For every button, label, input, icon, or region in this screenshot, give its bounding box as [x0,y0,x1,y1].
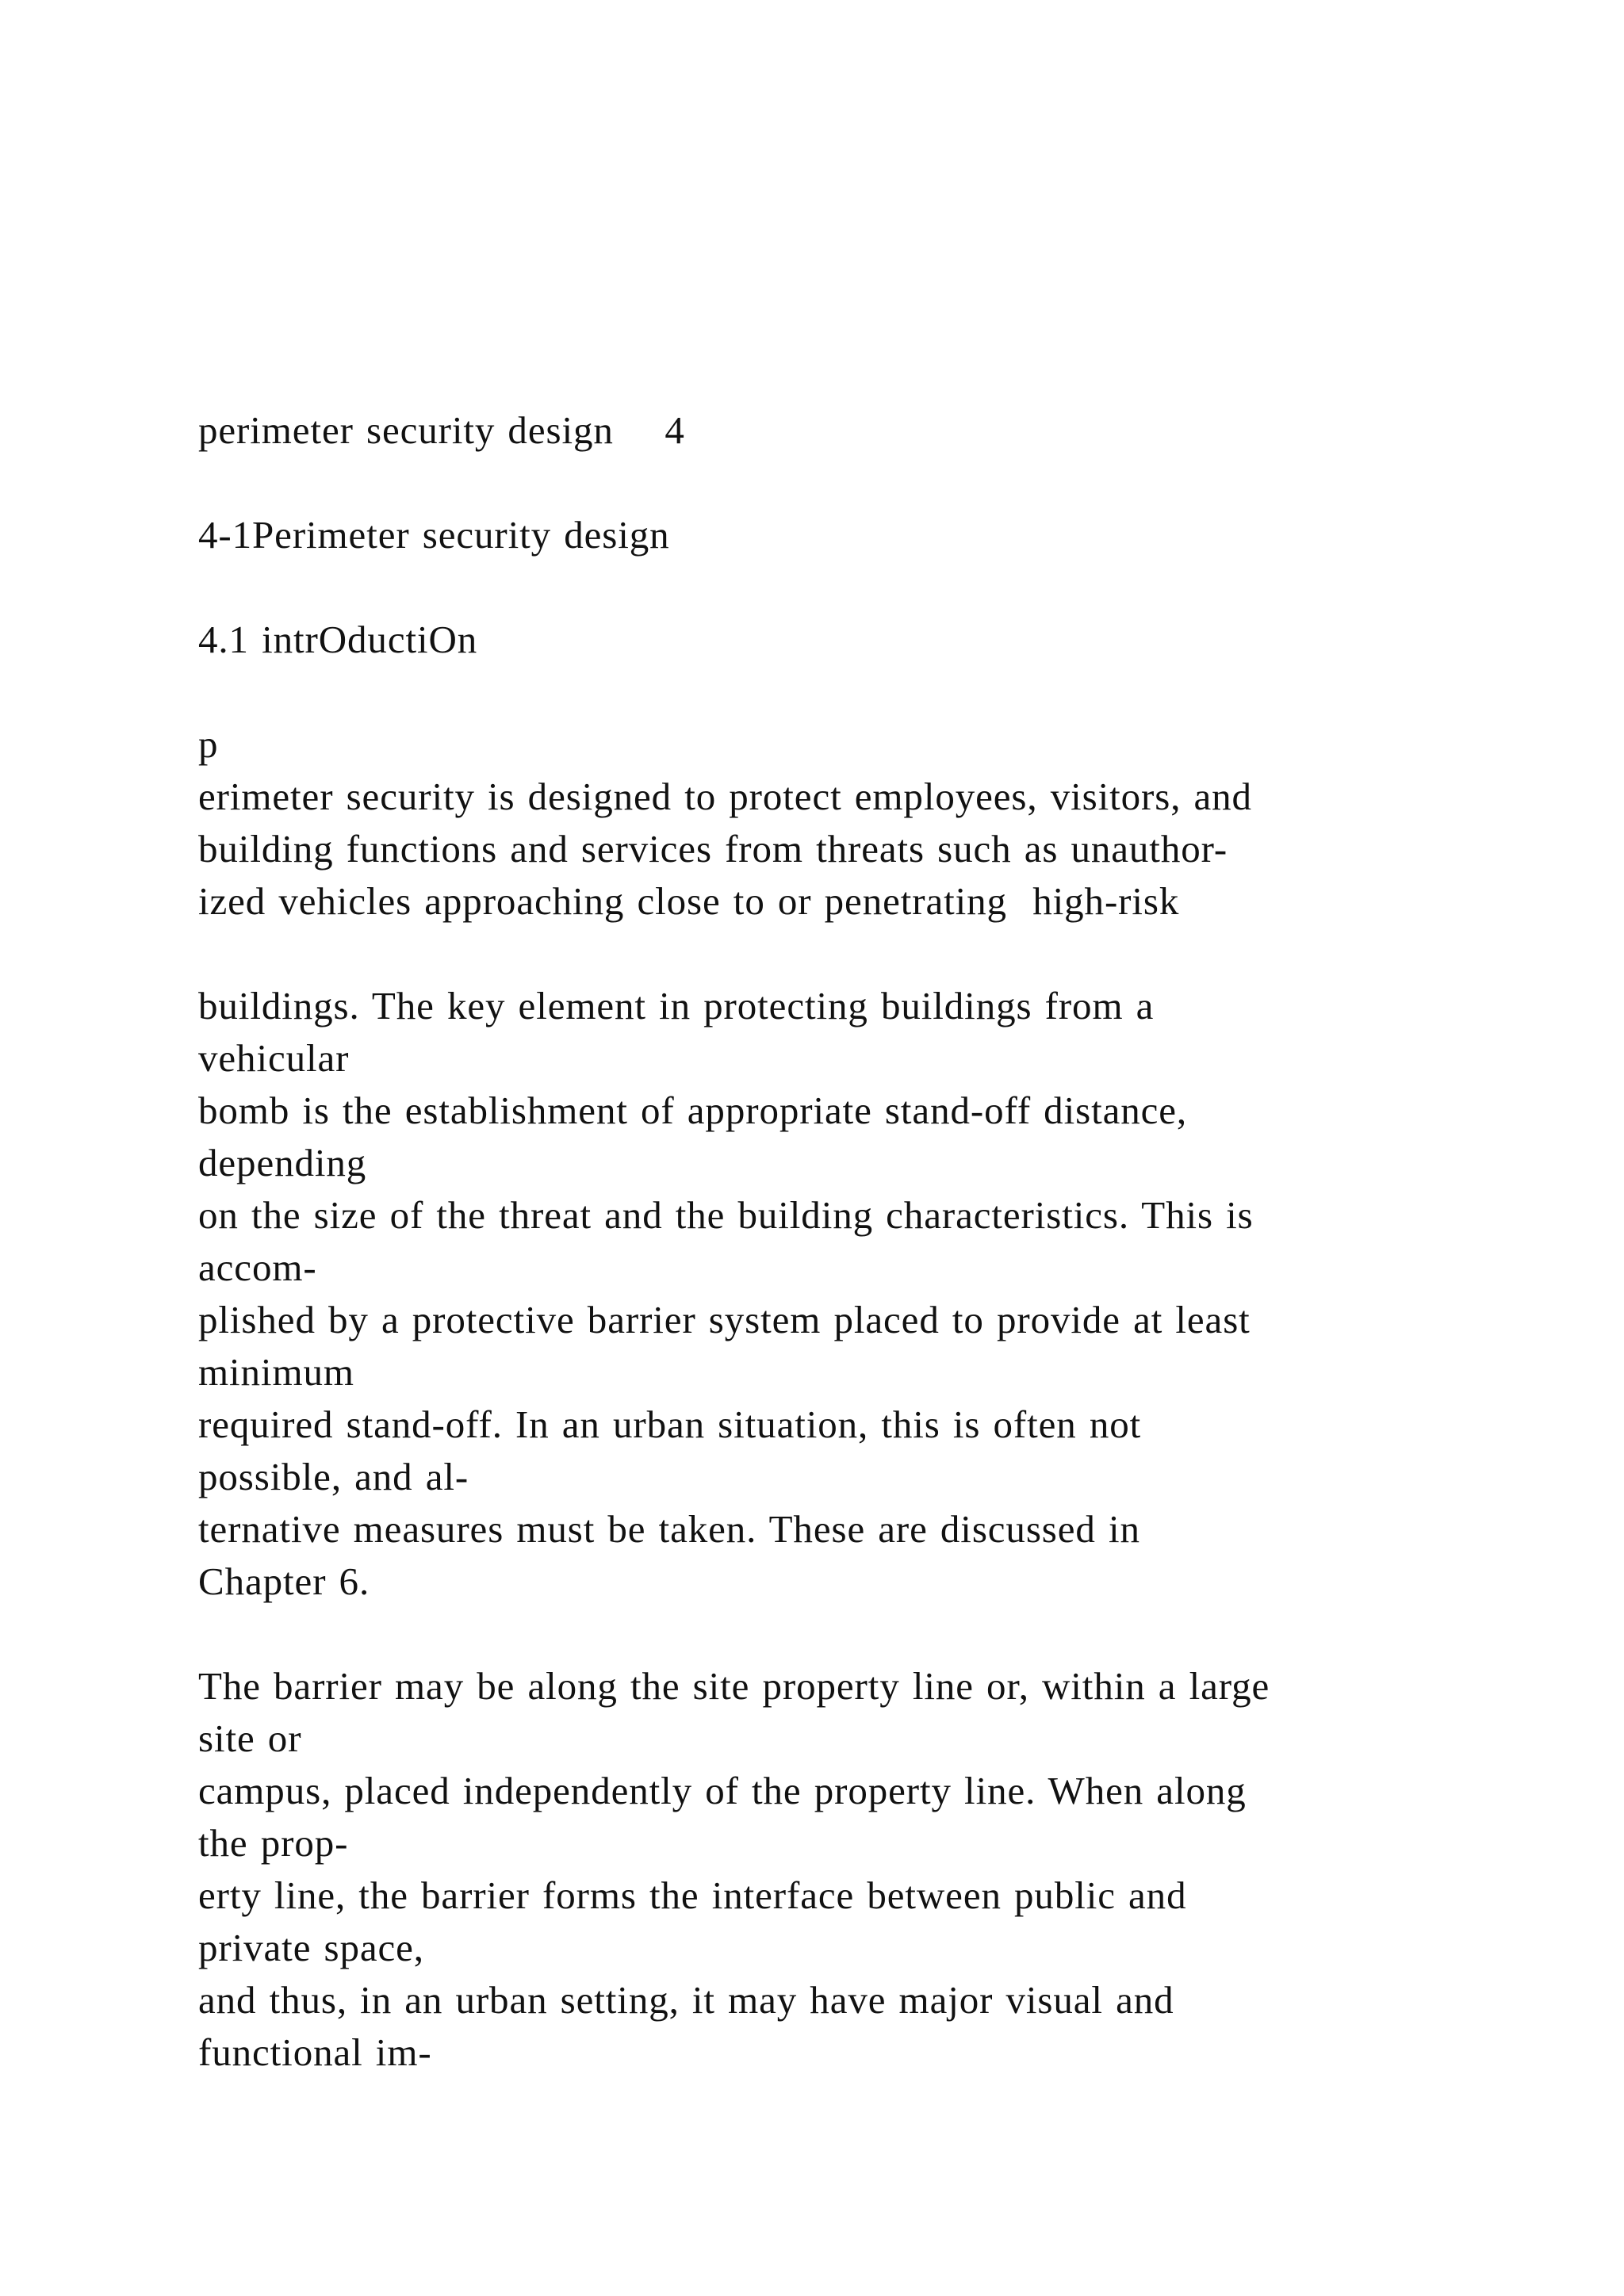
body-line: the prop- [198,1821,349,1865]
page-number: 4 [665,408,685,452]
body-line: private space, [198,1926,424,1969]
body-line: campus, placed independently of the property line. When along [198,1769,1247,1812]
running-title: 4-1Perimeter security design [198,513,670,557]
body-line: The barrier may be along the site property line or, within a large [198,1664,1270,1708]
drop-cap: p [198,722,219,766]
body-line: possible, and al- [198,1455,469,1498]
body-line: erimeter security is designed to protect employees, visitors, and [198,775,1252,818]
body-line: and thus, in an urban setting, it may have major visual and [198,1978,1174,2022]
body-line: accom- [198,1246,317,1289]
body-line: vehicular [198,1036,350,1080]
body-line: functional im- [198,2030,432,2074]
body-line: buildings. The key element in protecting buildings from a [198,984,1155,1027]
page-header [198,404,685,457]
body-line: bomb is the establishment of appropriate stand-off distance, [198,1089,1188,1132]
section-heading: 4.1 intrOductiOn [198,618,478,661]
body-line: minimum [198,1350,354,1394]
body-line: on the size of the threat and the building characteristics. This is [198,1193,1254,1237]
body-line: site or [198,1716,302,1760]
body-line: Chapter 6. [198,1559,370,1603]
body-line: ternative measures must be taken. These are discussed in [198,1507,1140,1551]
body-line: plished by a protective barrier system placed to provide at least [198,1298,1251,1341]
body-line: erty line, the barrier forms the interface between public and [198,1873,1187,1917]
body-line: depending [198,1141,367,1184]
body-line: ized vehicles approaching close to or penetrating high-risk [198,879,1180,923]
header-title: perimeter security design [198,408,614,452]
body-line: required stand-off. In an urban situation, this is often not [198,1402,1142,1446]
body-line: building functions and services from threats such as unauthor- [198,827,1228,871]
